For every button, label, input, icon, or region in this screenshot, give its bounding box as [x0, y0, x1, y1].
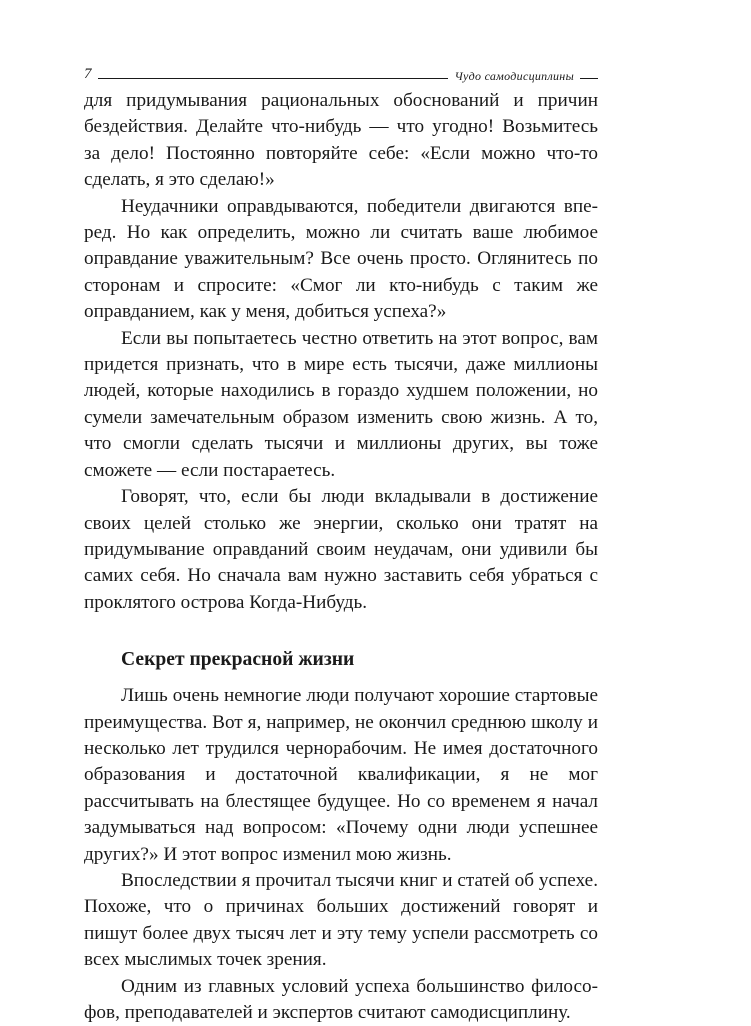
- paragraph: Неудачники оправдываются, победители двигаются вперед. Но как определить, можно ли считать ваше любимое оправдание уважительным? Все очень просто. Оглянитесь по сторонам и спросите: «Смог ли кто-нибудь с таким же оправданием, как у меня, добиться успеха?»: [84, 195, 598, 323]
- header-rule-end: [580, 78, 598, 79]
- section-heading: Секрет прекрасной жизни: [121, 649, 355, 671]
- section-excuses: [84, 88, 598, 616]
- header-rule: [98, 78, 449, 79]
- paragraph: Впоследствии я прочитал тысячи книг и статей об успехе. Похоже, что о причинах больших достижений говорят и пишут более двух тысяч лет и эту тему успели рассмотреть со всех мыслимых точек зрения.: [84, 869, 598, 971]
- page-number: 7: [84, 66, 92, 82]
- running-title: Чудо самодисциплины: [454, 69, 574, 83]
- paragraph-continued: для придумывания рациональных обоснований и причин бездействия. Делайте что-нибудь — что угодно! Возьмитесь за дело! Постоянно повторяйте себе: «Если можно что-то сделать, я это сделаю!»: [84, 90, 598, 191]
- paragraph: Говорят, что, если бы люди вкладывали в достижение своих целей столько же энергии, сколько они тратят на придумывание оправданий своим неудачам, они удивили бы самих себя. Но сначала вам нужно заставить себя убраться с проклятого острова Когда-Нибудь.: [84, 486, 598, 613]
- book-page: [84, 60, 598, 1026]
- paragraph: Одним из главных условий успеха большинство философов, преподавателей и экспертов считают самодисциплину.: [84, 975, 598, 1023]
- section-secret: [84, 683, 598, 1026]
- running-header: [84, 60, 598, 82]
- paragraph: Лишь очень немногие люди получают хорошие стартовые преимущества. Вот я, например, не окончил среднюю школу и несколько лет трудился чернорабочим. Не имея достаточного образования и достаточной квалификации, я не мог рассчитывать на блестящее будущее. Но со временем я начал задумываться над вопросом: «Почему одни люди успешнее других?» И этот вопрос изменил мою жизнь.: [84, 685, 598, 865]
- paragraph: Если вы попытаетесь честно ответить на этот вопрос, вам придется признать, что в мире есть тысячи, даже миллионы людей, которые находились в гораздо худшем положении, но сумели замечательным образом изменить свою жизнь. А то, что смогли сделать тысячи и миллионы других, вы тоже сможете — если постараетесь.: [84, 327, 598, 481]
